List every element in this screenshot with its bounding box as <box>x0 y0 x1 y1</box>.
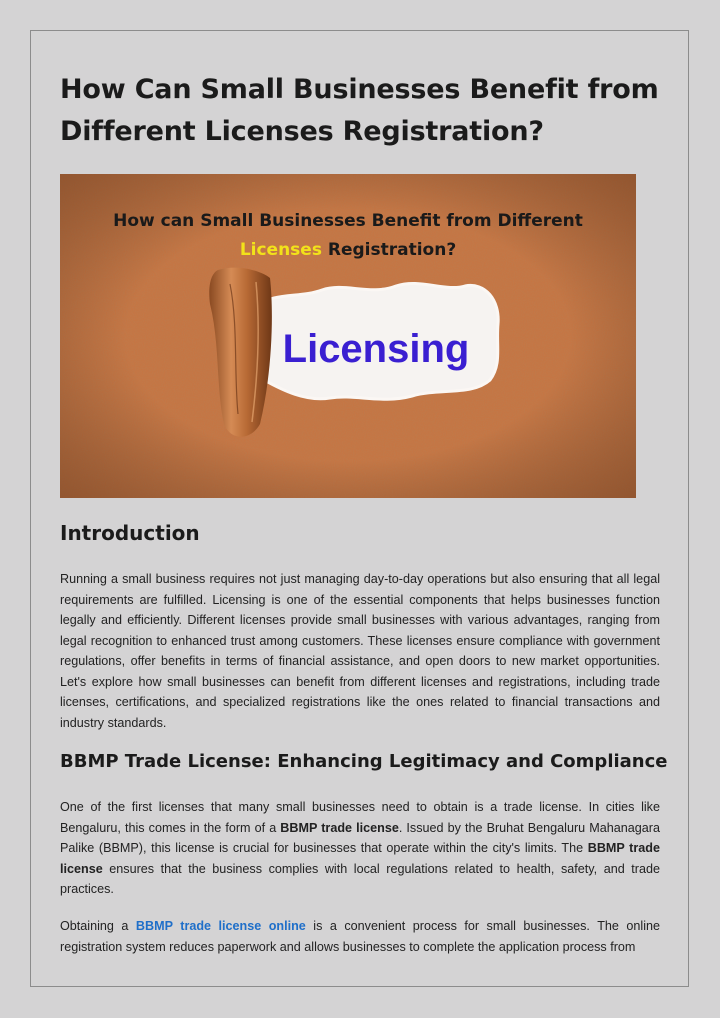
hero-center-word: Licensing <box>282 327 470 371</box>
hero-headline-line2 <box>240 240 456 260</box>
hero-highlight-word: Licenses <box>239 240 322 260</box>
document-page <box>30 30 689 987</box>
hero-image <box>60 174 636 498</box>
bbmp-p1-bold-1: BBMP trade license <box>280 820 399 835</box>
torn-paper-illustration <box>60 174 636 498</box>
bbmp-paragraph-2 <box>60 916 660 957</box>
introduction-heading: Introduction <box>60 521 200 545</box>
bbmp-p2-text-a: Obtaining a <box>60 919 136 933</box>
bbmp-p1-text-a: One of the first licenses that many small businesses need to obtain is a trade license. In cities like Bengaluru, this comes in the form of a <box>60 800 660 835</box>
bbmp-paragraph-1 <box>60 797 660 900</box>
introduction-paragraph: Running a small business requires not just managing day-to-day operations but also ensuring that all legal requirements are fulfilled. Licensing is one of the essential components that helps businesses function legally and efficiently. Different licenses provide small businesses with various advantages, ranging from legal recognition to enhanced trust among customers. These licenses ensure compliance with government regulations, offer benefits in terms of financial assistance, and open doors to new market opportunities. Let's explore how small businesses can benefit from different licenses and registrations, including trade licenses, certifications, and specialized registrations like the ones related to financial transactions and industry standards. <box>60 572 660 730</box>
bbmp-p1-text-d: ensures that the business complies with local regulations related to health, safety, and trade practices. <box>60 861 660 896</box>
bbmp-p1-bold-2: BBMP trade license <box>60 841 660 876</box>
bbmp-section-heading: BBMP Trade License: Enhancing Legitimacy and Compliance <box>60 751 668 772</box>
bbmp-p1-text-c: . Issued by the Bruhat Bengaluru Mahanagara Palike (BBMP), this license is crucial for businesses that operate within the city's limits. The <box>60 820 660 855</box>
page-title: How Can Small Businesses Benefit from Different Licenses Registration? <box>60 74 659 147</box>
hero-headline-line1: How can Small Businesses Benefit from Different <box>113 211 583 231</box>
bbmp-p2-text-b: is a convenient process for small businesses. The online registration system reduces paperwork and allows businesses to complete the application process from <box>60 919 660 954</box>
hero-headline-rest: Registration? <box>321 240 457 260</box>
bbmp-trade-license-online-link[interactable]: BBMP trade license online <box>135 919 306 933</box>
